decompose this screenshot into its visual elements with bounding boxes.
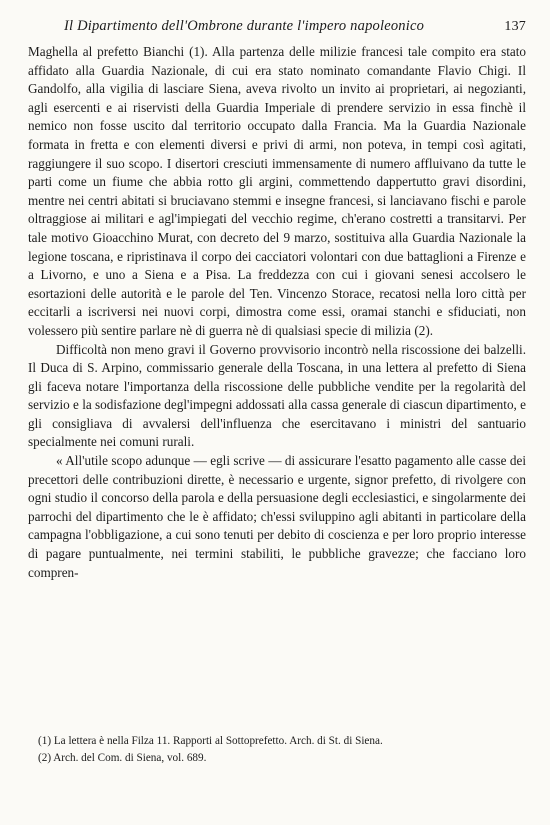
footnotes <box>28 733 526 767</box>
footnote: (1) La lettera è nella Filza 11. Rapporti al Sottoprefetto. Arch. di St. di Siena. <box>38 735 383 747</box>
paragraph: « All'utile scopo adunque — egli scrive — di assicurare l'esatto pagamento alle casse dei precettori delle contribuzioni dirette, è necessario e urgente, signor prefetto, di rivolgere con ogni studio il concorso della parola e della persuasione degli ecclesiastici, e singolarmente dei parrochi del dipartimento che le è affidato; ch'essi sviluppino agli abitanti in particolare della campagna l'obbligazione, a cui sono tenuti per debito di coscienza e per loro proprio interesse di pagare puntualmente, nei termini stabiliti, le pubbliche gravezze; che facciano loro compren- <box>28 453 526 580</box>
body-text <box>28 43 526 582</box>
paragraph: Maghella al prefetto Bianchi (1). Alla partenza delle milizie francesi tale compito era stato affidato alla Guardia Nazionale, di cui era stato nominato comandante Flavio Chigi. Il Gandolfo, alla vigilia di lasciare Siena, aveva rivolto un invito ai proprietari, ai negozianti, agli esercenti e ai riservisti della Guardia Imperiale di prendere servizio in essa finchè il nemico non fosse uscito dal territorio occupato dalla Francia. Ma la Guardia Nazionale formata in fretta e con elementi diversi e privi di armi, non poteva, in tempi così agitati, raggiungere il suo scopo. I disertori cresciuti immensamente di numero affluivano da tutte le parti come un fiume che abbia rotto gli argini, commettendo dappertutto gravi disordini, mentre nei centri abitati si bruciavano stemmi e insegne francesi, si lanciavano fischi e parole oltraggiose ai militari e agl'impiegati del vecchio regime, ch'erano costretti a transitarvi. Per tale motivo Gioacchino Murat, con decreto del 9 marzo, sostituiva alla Guardia Nazionale la legione toscana, e ripristinava il corpo dei cacciatori volontari con due battaglioni a Firenze e a Livorno, e uno a Siena e a Pisa. La freddezza con cui i giovani senesi accolsero le esortazioni delle autorità e le parole del Ten. Vincenzo Storace, recatosi nella loro città per eccitarli a iscriversi nei nuovi corpi, dimostra come essi, oramai stanchi e sfiduciati, non volessero più sentire parlare nè di guerra nè di qualsiasi specie di milizia (2). <box>28 44 526 338</box>
footnote: (2) Arch. del Com. di Siena, vol. 689. <box>38 752 207 764</box>
running-head-title: Il Dipartimento dell'Ombrone durante l'impero napoleonico <box>64 18 425 34</box>
running-head <box>28 18 526 41</box>
page-number: 137 <box>504 19 526 34</box>
paragraph: Difficoltà non meno gravi il Governo provvisorio incontrò nella riscossione dei balzelli. Il Duca di S. Arpino, commissario generale della Toscana, in una lettera al prefetto di Siena gli faceva notare l'importanza della riscossione delle pubbliche vendite per la regolarità del servizio e la sodisfazione degl'impegni addossati alla cassa generale di ciascun dipartimento, e gli consigliava di avvalersi dell'influenza che esercitavano i ministri del santuario specialmente nei comuni rurali. <box>28 341 526 450</box>
